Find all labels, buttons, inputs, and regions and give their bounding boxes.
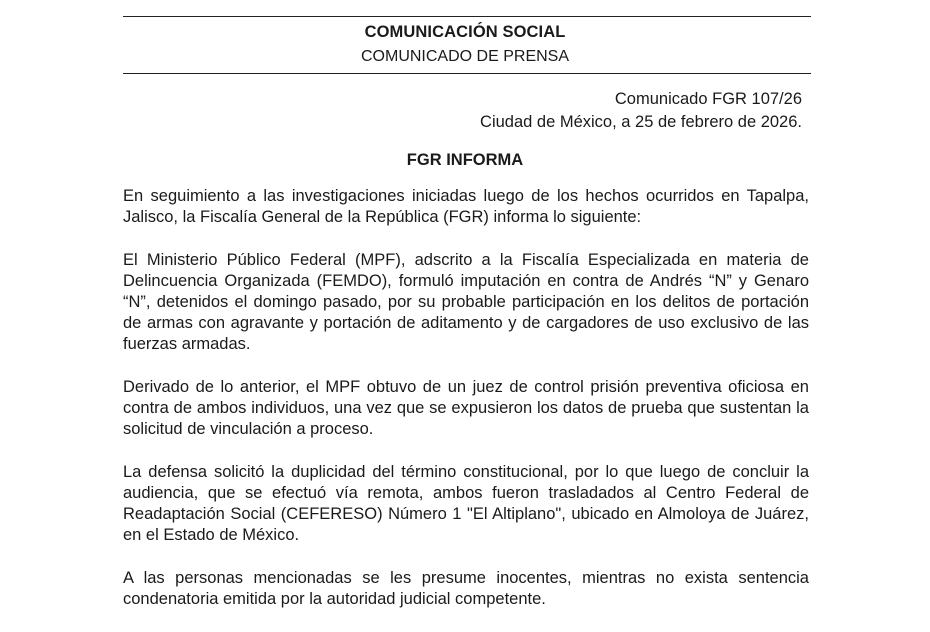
paragraph: El Ministerio Público Federal (MPF), adscrito a la Fiscalía Especializada en materia de Delincuencia Organizada (FEMDO), formuló imputación en contra de Andrés “N” y Genaro “N”, detenidos el domingo pasado, por su probable participación en los delitos de portación de armas con agravante y portación de aditamento y de cargadores de uso exclusivo de las fuerzas armadas. <box>123 251 809 353</box>
paragraph: Derivado de lo anterior, el MPF obtuvo de un juez de control prisión preventiva oficiosa en contra de ambos individuos, una vez que se expusieron los datos de prueba que sustentan la solicitud de vinculación a proceso. <box>123 378 809 438</box>
header-divider <box>123 73 811 74</box>
release-place-date: Ciudad de México, a 25 de febrero de 2026. <box>480 113 802 131</box>
section-heading: FGR INFORMA <box>406 151 524 169</box>
release-number: Comunicado FGR 107/26 <box>614 90 802 108</box>
header-title: COMUNICACIÓN SOCIAL <box>364 23 566 41</box>
release-body <box>123 186 809 632</box>
paragraph: La defensa solicitó la duplicidad del término constitucional, por lo que luego de concluir la audiencia, que se efectuó vía remota, ambos fueron trasladados al Centro Federal de Readaptación Social (CEFERESO) Número 1 "El Altiplano", ubicado en Almoloya de Juárez, en el Estado de México. <box>123 463 809 544</box>
paragraph: A las personas mencionadas se les presume inocentes, mientras no exista sentencia condenatoria emitida por la autoridad judicial competente. <box>123 569 809 608</box>
paragraph: En seguimiento a las investigaciones iniciadas luego de los hechos ocurridos en Tapalpa, Jalisco, la Fiscalía General de la República (FGR) informa lo siguiente: <box>123 187 809 226</box>
header-subtitle: COMUNICADO DE PRENSA <box>360 48 570 65</box>
top-divider <box>123 16 811 17</box>
